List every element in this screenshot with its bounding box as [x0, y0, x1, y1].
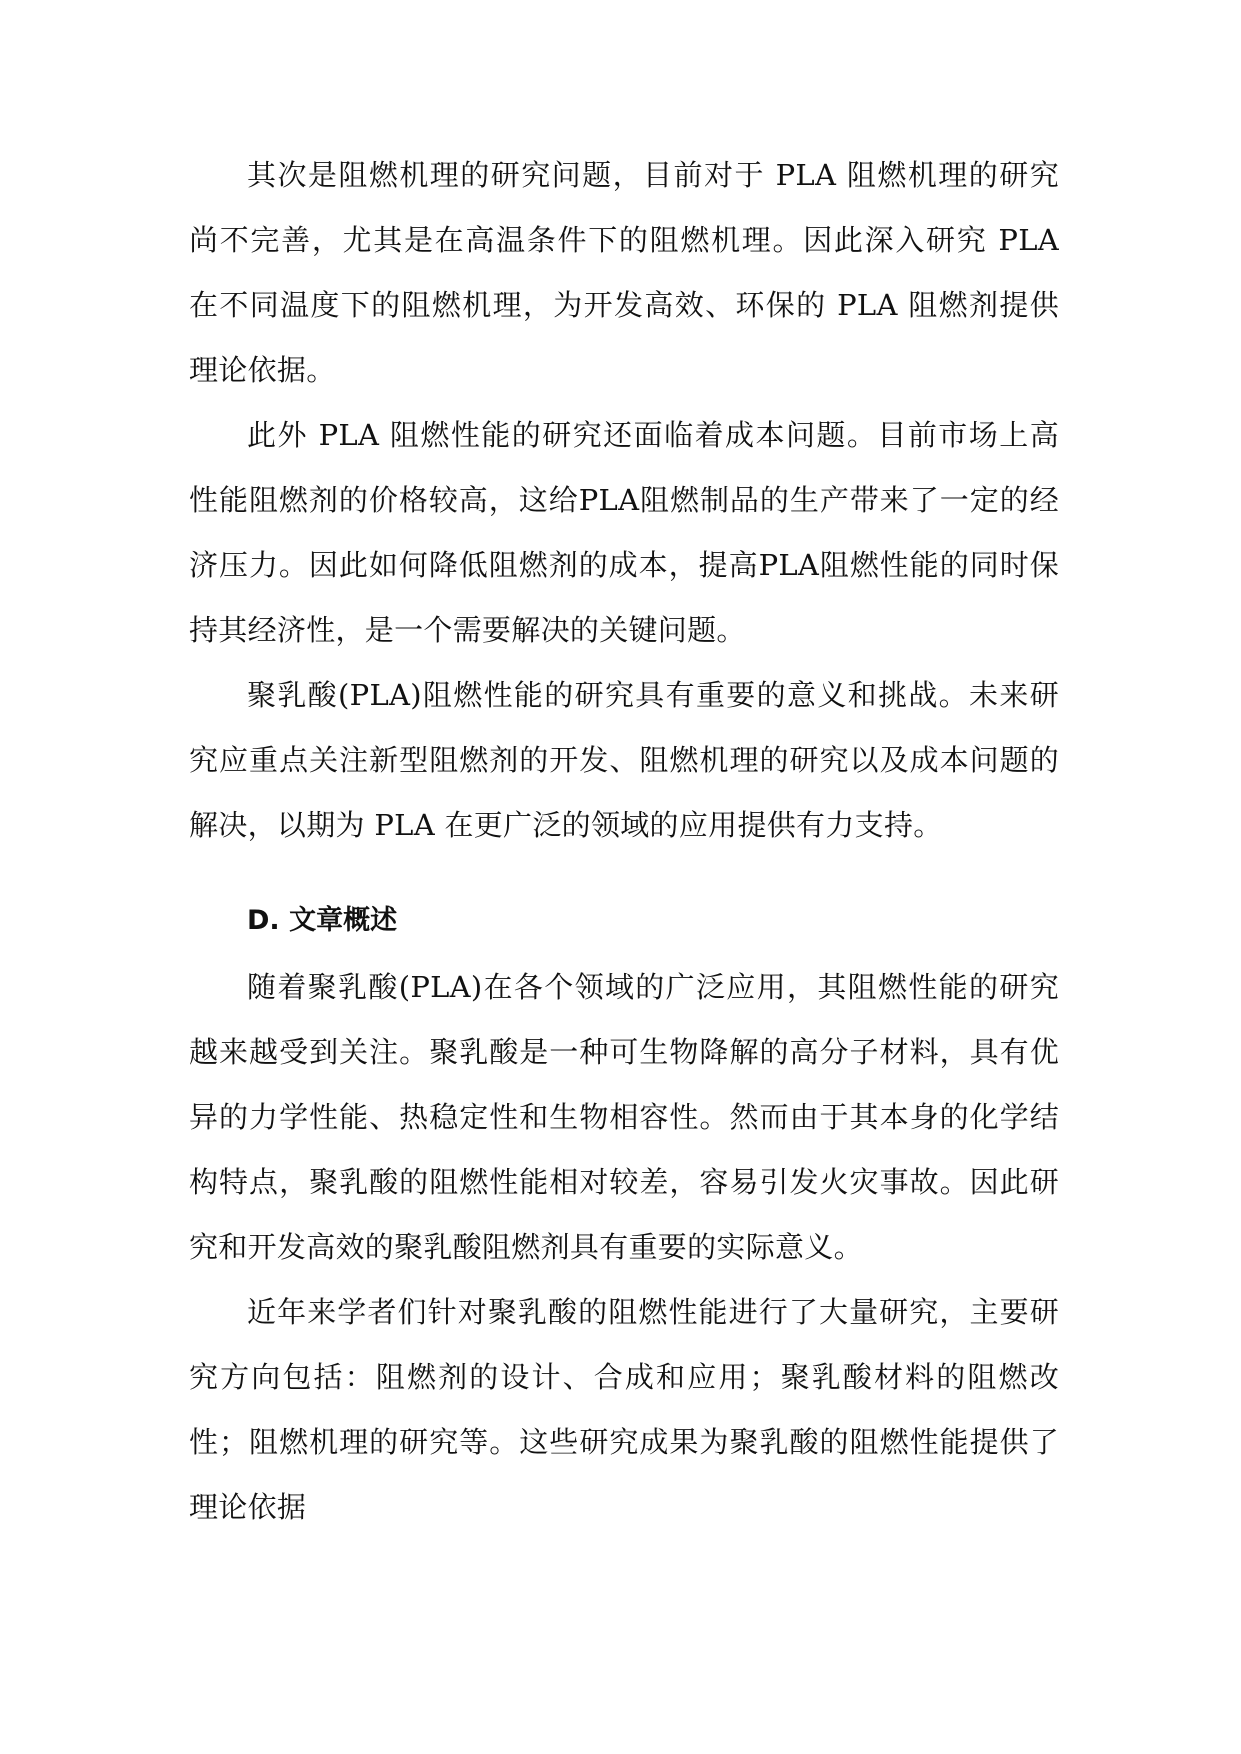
- section-heading-overview: D. 文章概述: [247, 905, 398, 936]
- document-body: [189, 143, 1059, 1540]
- paragraph-research-directions: 近年来学者们针对聚乳酸的阻燃性能进行了大量研究，主要研究方向包括：阻燃剂的设计、合成和应用；聚乳酸材料的阻燃改性；阻燃机理的研究等。这些研究成果为聚乳酸的阻燃性能提供了理论依据: [189, 1295, 1059, 1524]
- paragraph-overview-intro: 随着聚乳酸(PLA)在各个领域的广泛应用，其阻燃性能的研究越来越受到关注。聚乳酸是一种可生物降解的高分子材料，具有优异的力学性能、热稳定性和生物相容性。然而由于其本身的化学结构特点，聚乳酸的阻燃性能相对较差，容易引发火灾事故。因此研究和开发高效的聚乳酸阻燃剂具有重要的实际意义。: [189, 970, 1059, 1264]
- paragraph-flame-mechanism: 其次是阻燃机理的研究问题，目前对于 PLA 阻燃机理的研究尚不完善，尤其是在高温条件下的阻燃机理。因此深入研究 PLA 在不同温度下的阻燃机理，为开发高效、环保的 PLA 阻燃剂提供理论依据。: [189, 158, 1059, 387]
- paragraph-cost-issue: 此外 PLA 阻燃性能的研究还面临着成本问题。目前市场上高性能阻燃剂的价格较高，这给PLA阻燃制品的生产带来了一定的经济压力。因此如何降低阻燃剂的成本，提高PLA阻燃性能的同时保持其经济性，是一个需要解决的关键问题。: [189, 418, 1059, 647]
- paragraph-significance: 聚乳酸(PLA)阻燃性能的研究具有重要的意义和挑战。未来研究应重点关注新型阻燃剂的开发、阻燃机理的研究以及成本问题的解决，以期为 PLA 在更广泛的领域的应用提供有力支持。: [189, 678, 1059, 842]
